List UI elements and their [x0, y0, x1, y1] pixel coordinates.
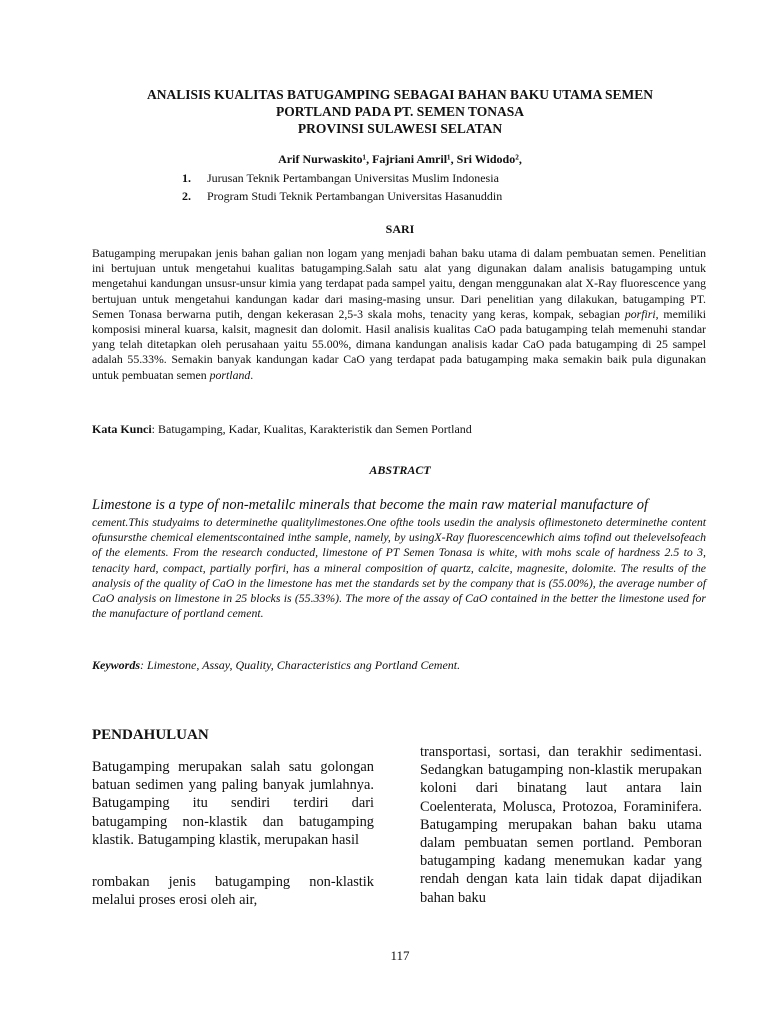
affiliation-text: Jurusan Teknik Pertambangan Universitas Muslim Indonesia — [207, 171, 499, 185]
intro-paragraph: transportasi, sortasi, dan terakhir sedimentasi. Sedangkan batugamping non-klastik merupakan koloni dari binatang laut antara lain Coelenterata, Molusca, Protozoa, Foraminifera. Batugamping merupakan bahan baku utama dalam pembuatan semen portland. Pemboran batugamping kadang menemukan kadar yang rendah dengan kata lain tidak dapat dijadikan bahan baku — [420, 744, 702, 906]
abstract-text — [92, 495, 706, 621]
sari-text-part: . — [250, 367, 254, 382]
abstract-lead-line: Limestone is a type of non-metalilc minerals that become the main raw material manufacture of — [92, 497, 649, 513]
abstract-body: cement.This studyaims to determinethe qualitylimestones.One ofthe tools usedin the analysis oflimestoneto determinethe content ofunsursthe chemical elementscontained inthe sample, namely, by usingX-Ray fluorescencewhich aims tofind out thelevelsofeach of the elements. From the research conducted, limestone of PT Semen Tonasa is white, with mohs scale of hardness 2.5 to 3, tenacity hard, compact, partially porfiri, has a mineral composition of quartz, calcite, magnesite, dolomite. The results of the analysis of the quality of CaO in the limestone has met the standards set by the company that is (55.00%), the average number of CaO analysis on limestone in 25 blocks is (55.33%). The more of the assay of CaO contained in the better the limestone used for the manufacture of portland cement. — [92, 515, 706, 621]
paper-title — [80, 86, 720, 137]
affiliation-number: 2. — [182, 189, 191, 203]
intro-paragraph: rombakan jenis batugamping non-klastik melalui proses erosi oleh air, — [92, 874, 374, 909]
abstract-heading: ABSTRACT — [369, 463, 431, 477]
page-number: 117 — [390, 948, 410, 963]
kata-kunci-label: Kata Kunci — [92, 422, 152, 436]
keywords — [92, 658, 706, 673]
keywords-label: Keywords — [92, 658, 140, 672]
right-column — [420, 743, 702, 907]
affiliation-number: 1. — [182, 171, 191, 185]
affiliation-item — [182, 187, 502, 205]
sari-text — [92, 246, 706, 383]
sari-italic-term: porfiri — [624, 306, 656, 321]
sari-text-part: , memiliki komposisi mineral kuarsa, kalsit, magnesit dan dolomit. Hasil analisis kualitas CaO pada batugamping telah memenuhi standar yang telah ditetapkan oleh perusahaan yaitu 55.00%, dimana kandungan analisis kadar CaO pada batugamping di 25 sampel adalah 55.33%. Semakin banyak kandungan kadar CaO yang terdapat pada batugamping maka semakin baik pula digunakan untuk pembuatan semen — [92, 306, 707, 382]
sari-italic-term: portland — [209, 367, 251, 382]
title-line: PORTLAND PADA PT. SEMEN TONASA — [276, 104, 524, 119]
section-heading-pendahuluan: PENDAHULUAN — [92, 727, 209, 743]
sari-heading: SARI — [385, 222, 415, 236]
title-line: PROVINSI SULAWESI SELATAN — [297, 121, 503, 136]
left-column — [92, 758, 374, 909]
author-list: Arif Nurwaskito¹, Fajriani Amril¹, Sri Widodo², — [278, 152, 522, 166]
kata-kunci — [92, 422, 706, 437]
keywords-text: : Limestone, Assay, Quality, Characteristics ang Portland Cement. — [140, 658, 461, 672]
title-line: ANALISIS KUALITAS BATUGAMPING SEBAGAI BAHAN BAKU UTAMA SEMEN — [147, 87, 653, 102]
kata-kunci-text: : Batugamping, Kadar, Kualitas, Karakteristik dan Semen Portland — [151, 422, 472, 436]
intro-paragraph: Batugamping merupakan salah satu golongan batuan sedimen yang paling banyak jumlahnya. Batugamping itu sendiri terdiri dari batugamping non-klastik dan batugamping klastik. Batugamping klastik, merupakan hasil — [92, 759, 374, 848]
affiliation-text: Program Studi Teknik Pertambangan Universitas Hasanuddin — [207, 189, 503, 203]
affiliation-list — [182, 169, 502, 205]
sari-text-part: Batugamping merupakan jenis bahan galian non logam yang menjadi bahan baku utama di dalam pembuatan semen. Penelitian ini bertujuan untuk mengetahui kualitas batugamping.Salah satu alat yang digunakan dalam analisis batugamping untuk mengetahui kandungan unsusr-unsur kimia yang terdapat pada sampel yaitu, dengan menggunakan alat X-Ray fluorescence yang bertujuan untuk mengetahui kandungan kadar dari masing-masing unsur. Dari penelitian yang dilakukan, batugamping PT. Semen Tonasa berwarna putih, dengan kekerasan 2,5-3 skala mohs, tenacity yang keras, kompak, sebagian — [92, 246, 706, 321]
affiliation-item — [182, 169, 502, 187]
